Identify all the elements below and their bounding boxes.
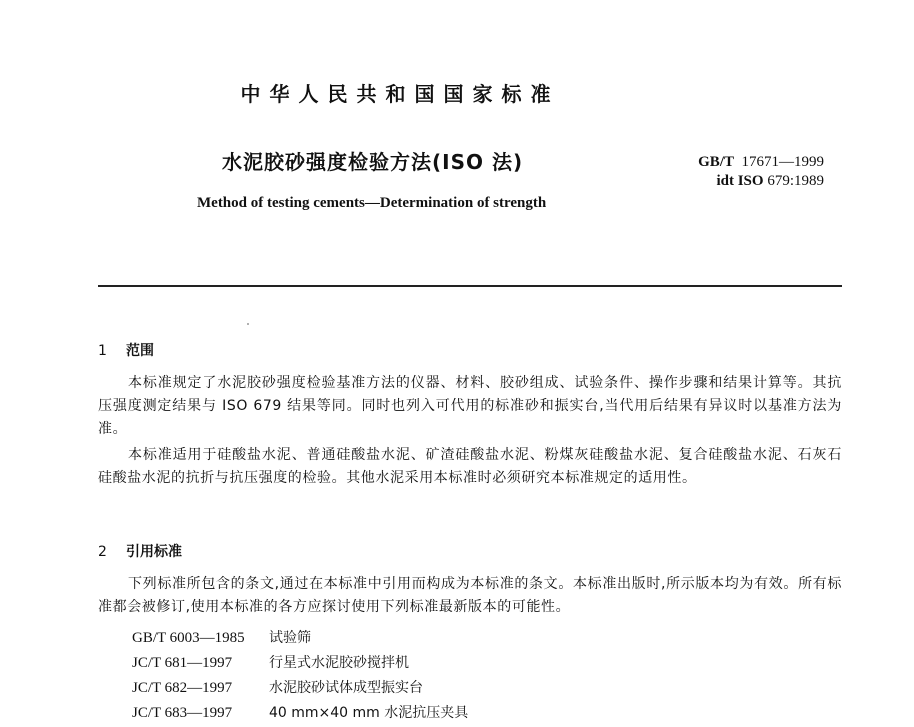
reference-code: GB/T 6003—1985: [132, 630, 245, 646]
reference-name: 行星式水泥胶砂搅拌机: [269, 655, 409, 671]
standard-code-prefix: GB/T: [698, 154, 734, 170]
paragraph-references-intro: 下列标准所包含的条文,通过在本标准中引用而构成为本标准的条文。本标准出版时,所示版本均为有效。所有标准都会被修订,使用本标准的各方应探讨使用下列标准最新版本的可能性。: [98, 576, 842, 615]
section-heading-scope: [98, 340, 154, 360]
reference-name: 水泥胶砂试体成型振实台: [269, 680, 423, 696]
idt-code-number: 679:1989: [767, 173, 824, 189]
idt-code-prefix: idt ISO: [716, 173, 764, 189]
section-number: 2: [98, 544, 107, 560]
paragraph-scope-1: 本标准规定了水泥胶砂强度检验基准方法的仪器、材料、胶砂组成、试验条件、操作步骤和结果计算等。其抗压强度测定结果与 ISO 679 结果等同。同时也列入可代用的标准砂和振实台,当代用后结果有异议时以基准方法为准。: [98, 375, 842, 437]
reference-item: [132, 652, 409, 672]
document-title-english: Method of testing cements—Determination of strength: [197, 195, 547, 211]
standard-code: [698, 154, 824, 171]
reference-code: JC/T 682—1997: [132, 680, 233, 696]
idt-standard-code: [716, 173, 824, 190]
header-divider: [98, 285, 842, 287]
document-title-chinese: 水泥胶砂强度检验方法(ISO 法): [222, 150, 524, 174]
reference-item: [132, 627, 311, 647]
section-heading-references: [98, 541, 182, 561]
section-number: 1: [98, 343, 107, 359]
national-standard-title: 中华人民共和国国家标准: [240, 82, 560, 106]
standard-code-number: 17671—1999: [741, 154, 824, 170]
reference-name: 40 mm×40 mm 水泥抗压夹具: [269, 705, 469, 721]
reference-code: JC/T 683—1997: [132, 705, 233, 721]
paragraph-scope-2: 本标准适用于硅酸盐水泥、普通硅酸盐水泥、矿渣硅酸盐水泥、粉煤灰硅酸盐水泥、复合硅酸盐水泥、石灰石硅酸盐水泥的抗折与抗压强度的检验。其他水泥采用本标准时必须研究本标准规定的适用性。: [98, 447, 842, 486]
scan-speck: [247, 323, 249, 325]
section-title: 引用标准: [126, 544, 182, 560]
section-title: 范围: [126, 343, 154, 359]
reference-code: JC/T 681—1997: [132, 655, 233, 671]
reference-name: 试验筛: [269, 630, 311, 646]
reference-item: [132, 677, 423, 697]
reference-item: [132, 702, 468, 722]
